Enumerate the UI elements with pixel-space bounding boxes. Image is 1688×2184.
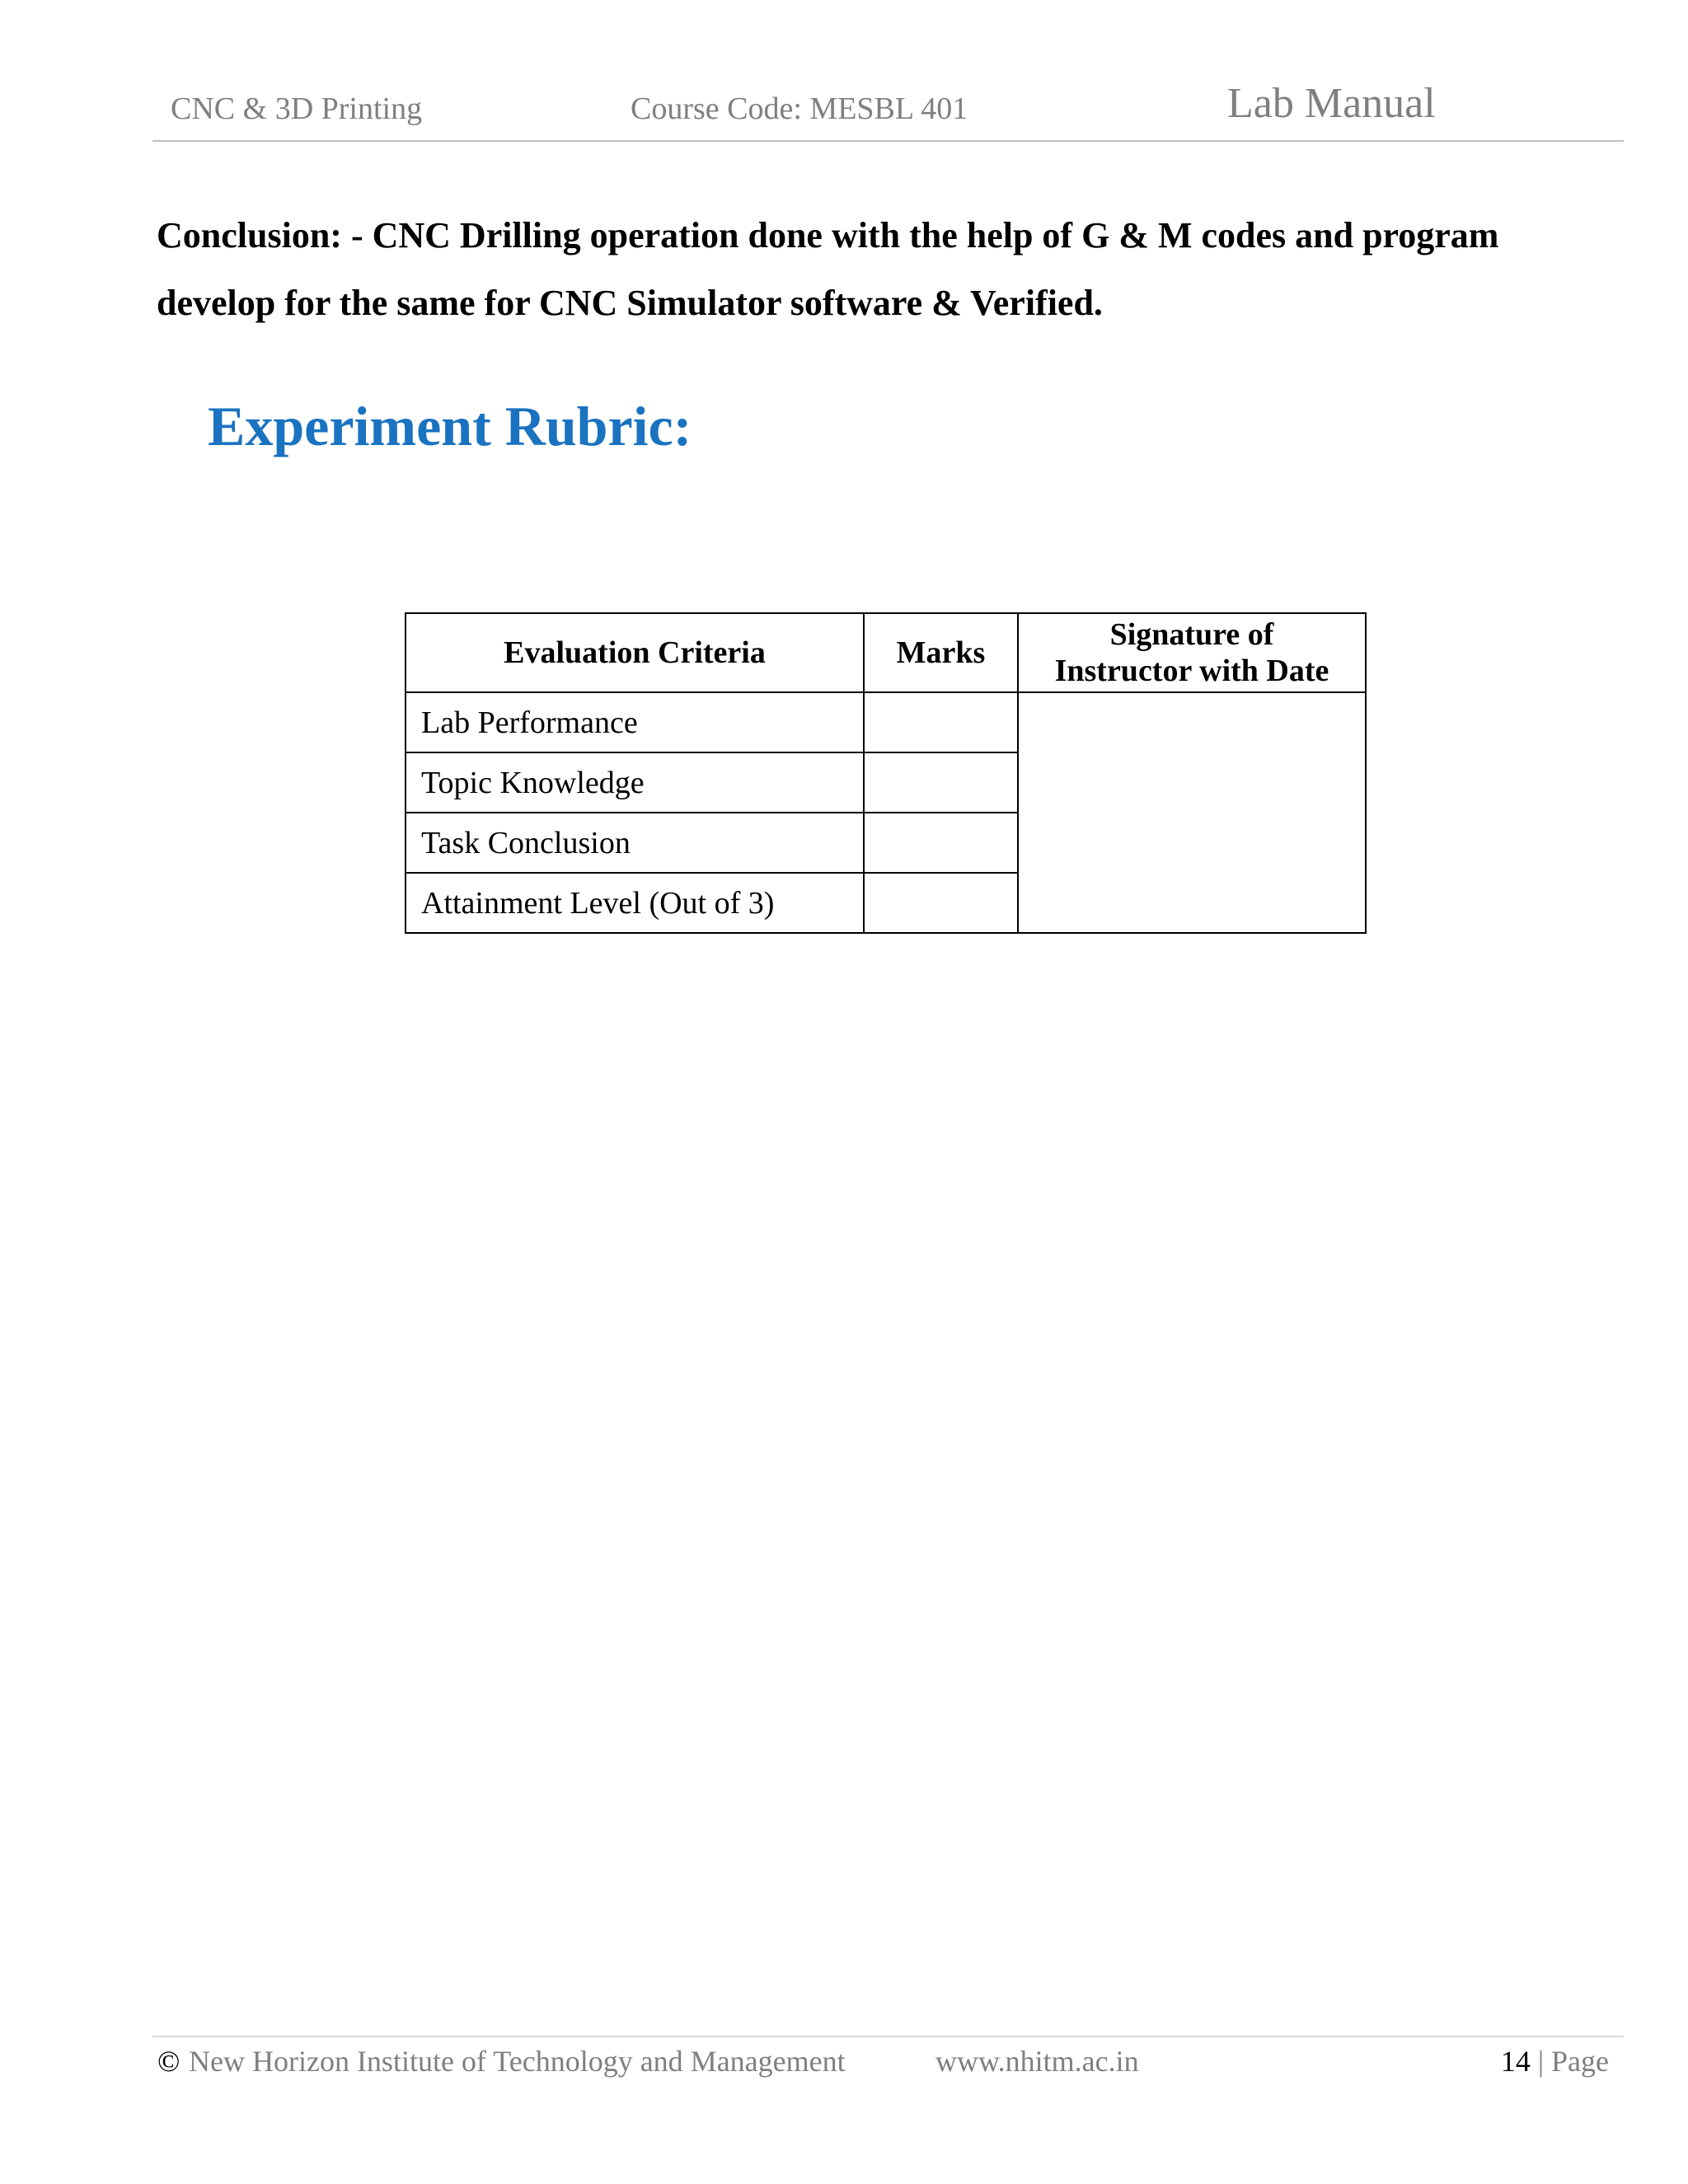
footer-institute: New Horizon Institute of Technology and Management <box>189 2045 846 2078</box>
rubric-heading: Experiment Rubric: <box>208 395 692 457</box>
marks-cell <box>864 692 1018 752</box>
conclusion-paragraph: Conclusion: - CNC Drilling operation done with the help of G & M codes and program develop for the same for CNC Simulator software & Verified. <box>157 215 1499 323</box>
header-subject: CNC & 3D Printing <box>171 91 423 126</box>
column-header-marks: Marks <box>864 613 1018 692</box>
criteria-cell <box>406 873 864 933</box>
header-course-code: Course Code: MESBL 401 <box>631 91 968 126</box>
marks-cell <box>864 752 1018 813</box>
copyright-icon: © <box>157 2045 181 2078</box>
column-header-signature <box>1018 613 1366 692</box>
rubric-table <box>405 612 1367 934</box>
criteria-cell <box>406 752 864 813</box>
page-footer <box>152 2036 1624 2087</box>
footer-website[interactable]: www.nhitm.ac.in <box>935 2045 1139 2078</box>
header-lab-manual: Lab Manual <box>1227 80 1436 127</box>
column-header-criteria: Evaluation Criteria <box>406 613 864 692</box>
criteria-label: Attainment Level (Out of 3) <box>421 885 775 921</box>
criteria-label: Lab Performance <box>421 705 638 740</box>
page-label: | Page <box>1530 2045 1609 2078</box>
footer-page-number <box>1501 2044 1609 2079</box>
signature-header-line2: Instructor with Date <box>1054 654 1329 688</box>
page-number: 14 <box>1500 2045 1531 2078</box>
marks-cell <box>864 813 1018 873</box>
criteria-cell <box>406 692 864 752</box>
marks-cell <box>864 873 1018 933</box>
criteria-label: Topic Knowledge <box>421 765 645 800</box>
rubric-header-row <box>406 613 1366 692</box>
page-header <box>152 79 1624 142</box>
criteria-cell <box>406 813 864 873</box>
table-row <box>406 692 1366 752</box>
signature-header-line1: Signature of <box>1109 617 1274 652</box>
criteria-label: Task Conclusion <box>421 825 631 860</box>
signature-cell <box>1018 692 1366 933</box>
